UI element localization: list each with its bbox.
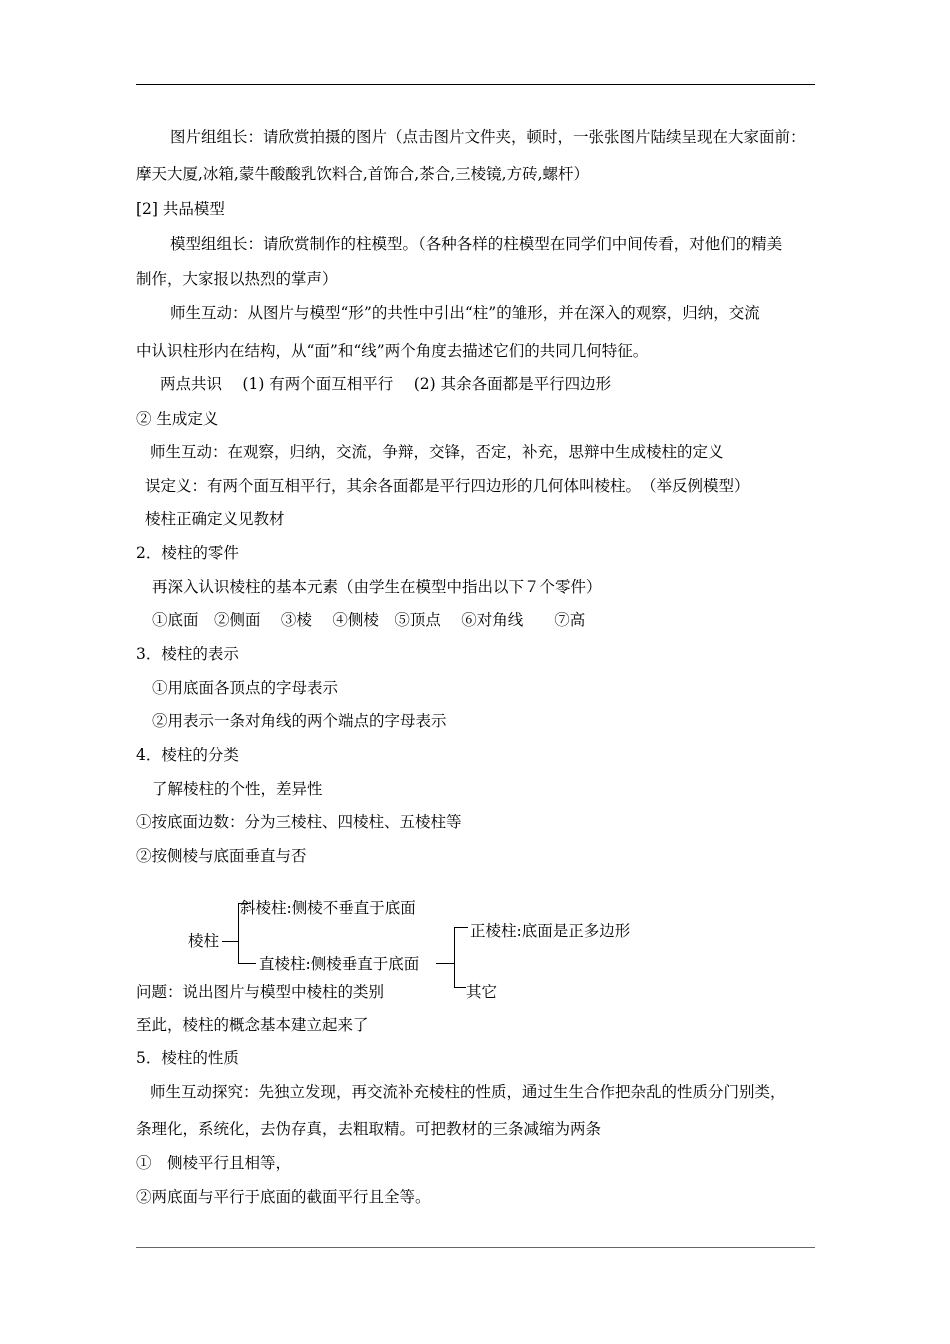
text-line: 棱柱正确定义见教材 bbox=[145, 510, 285, 528]
section-heading: [2] 共品模型 bbox=[136, 200, 225, 218]
section-heading: 2．棱柱的零件 bbox=[136, 544, 239, 562]
text-line: 问题：说出图片与模型中棱柱的类别 bbox=[136, 983, 385, 1001]
text-line: 师生互动：在观察，归纳，交流，争辩，交锋，否定，补充，思辩中生成棱柱的定义 bbox=[150, 443, 724, 461]
section-heading: ② 生成定义 bbox=[136, 410, 219, 428]
diagram-regular-prism: 正棱柱:底面是正多边形 bbox=[470, 922, 631, 940]
text-line: 制作，大家报以热烈的掌声） bbox=[136, 270, 338, 288]
section-heading: 5．棱柱的性质 bbox=[136, 1049, 239, 1067]
text-line: 条理化，系统化，去伪存真，去粗取精。可把教材的三条减缩为两条 bbox=[136, 1120, 602, 1138]
diagram-connector bbox=[454, 987, 466, 988]
footer-rule bbox=[136, 1247, 815, 1248]
text-line: 了解棱柱的个性，差异性 bbox=[152, 780, 323, 798]
diagram-other: 其它 bbox=[466, 983, 498, 1001]
text-line: ①用底面各顶点的字母表示 bbox=[152, 679, 339, 697]
text-line: 摩天大厦,冰箱,蒙牛酸酸乳饮料合,首饰合,茶合,三棱镜,方砖,螺杆） bbox=[136, 165, 589, 183]
diagram-connector bbox=[238, 963, 256, 964]
diagram-connector bbox=[222, 941, 238, 942]
section-heading: 3．棱柱的表示 bbox=[136, 645, 239, 663]
text-line: 模型组组长：请欣赏制作的柱模型。（各种各样的柱模型在同学们中间传看，对他们的精美 bbox=[170, 235, 783, 253]
diagram-right-prism: 直棱柱:侧棱垂直于底面 bbox=[259, 955, 420, 973]
text-line: ① 侧棱平行且相等， bbox=[136, 1154, 292, 1172]
diagram-bracket bbox=[454, 927, 455, 987]
header-rule bbox=[136, 84, 815, 85]
text-line: 师生互动：从图片与模型“形”的共性中引出“柱”的雏形，并在深入的观察，归纳，交流 bbox=[170, 304, 760, 322]
diagram-bracket bbox=[238, 903, 239, 963]
section-heading: 4．棱柱的分类 bbox=[136, 746, 239, 764]
text-line: 误定义：有两个面互相平行，其余各面都是平行四边形的几何体叫棱柱。 （举反例模型） bbox=[145, 477, 750, 495]
text-line: ②按侧棱与底面垂直与否 bbox=[136, 847, 307, 865]
diagram-connector bbox=[454, 927, 468, 928]
text-line: 中认识柱形内在结构，从“面”和“线”两个角度去描述它们的共同几何特征。 bbox=[136, 342, 649, 360]
text-line: ①按底面边数：分为三棱柱、四棱柱、五棱柱等 bbox=[136, 813, 462, 831]
text-line: 师生互动探究：先独立发现，再交流补充棱柱的性质，通过生生合作把杂乱的性质分门别类， bbox=[150, 1083, 786, 1101]
text-line: 至此，棱柱的概念基本建立起来了 bbox=[136, 1016, 369, 1034]
text-line: ②用表示一条对角线的两个端点的字母表示 bbox=[152, 712, 447, 730]
text-line: 两点共识 (1) 有两个面互相平行 (2) 其余各面都是平行四边形 bbox=[160, 375, 612, 393]
text-line: 再深入认识棱柱的基本元素（由学生在模型中指出以下７个零件） bbox=[152, 578, 602, 596]
text-line: 图片组组长：请欣赏拍摄的图片（点击图片文件夹，顿时，一张张图片陆续呈现在大家面前： bbox=[170, 128, 806, 146]
text-line: ①底面 ②侧面 ③棱 ④侧棱 ⑤顶点 ⑥对角线 ⑦高 bbox=[152, 611, 586, 629]
diagram-root: 棱柱 bbox=[188, 932, 220, 950]
diagram-oblique-prism: 斜棱柱:侧棱不垂直于底面 bbox=[240, 899, 416, 917]
diagram-connector bbox=[436, 963, 454, 964]
text-line: ②两底面与平行于底面的截面平行且全等。 bbox=[136, 1188, 431, 1206]
